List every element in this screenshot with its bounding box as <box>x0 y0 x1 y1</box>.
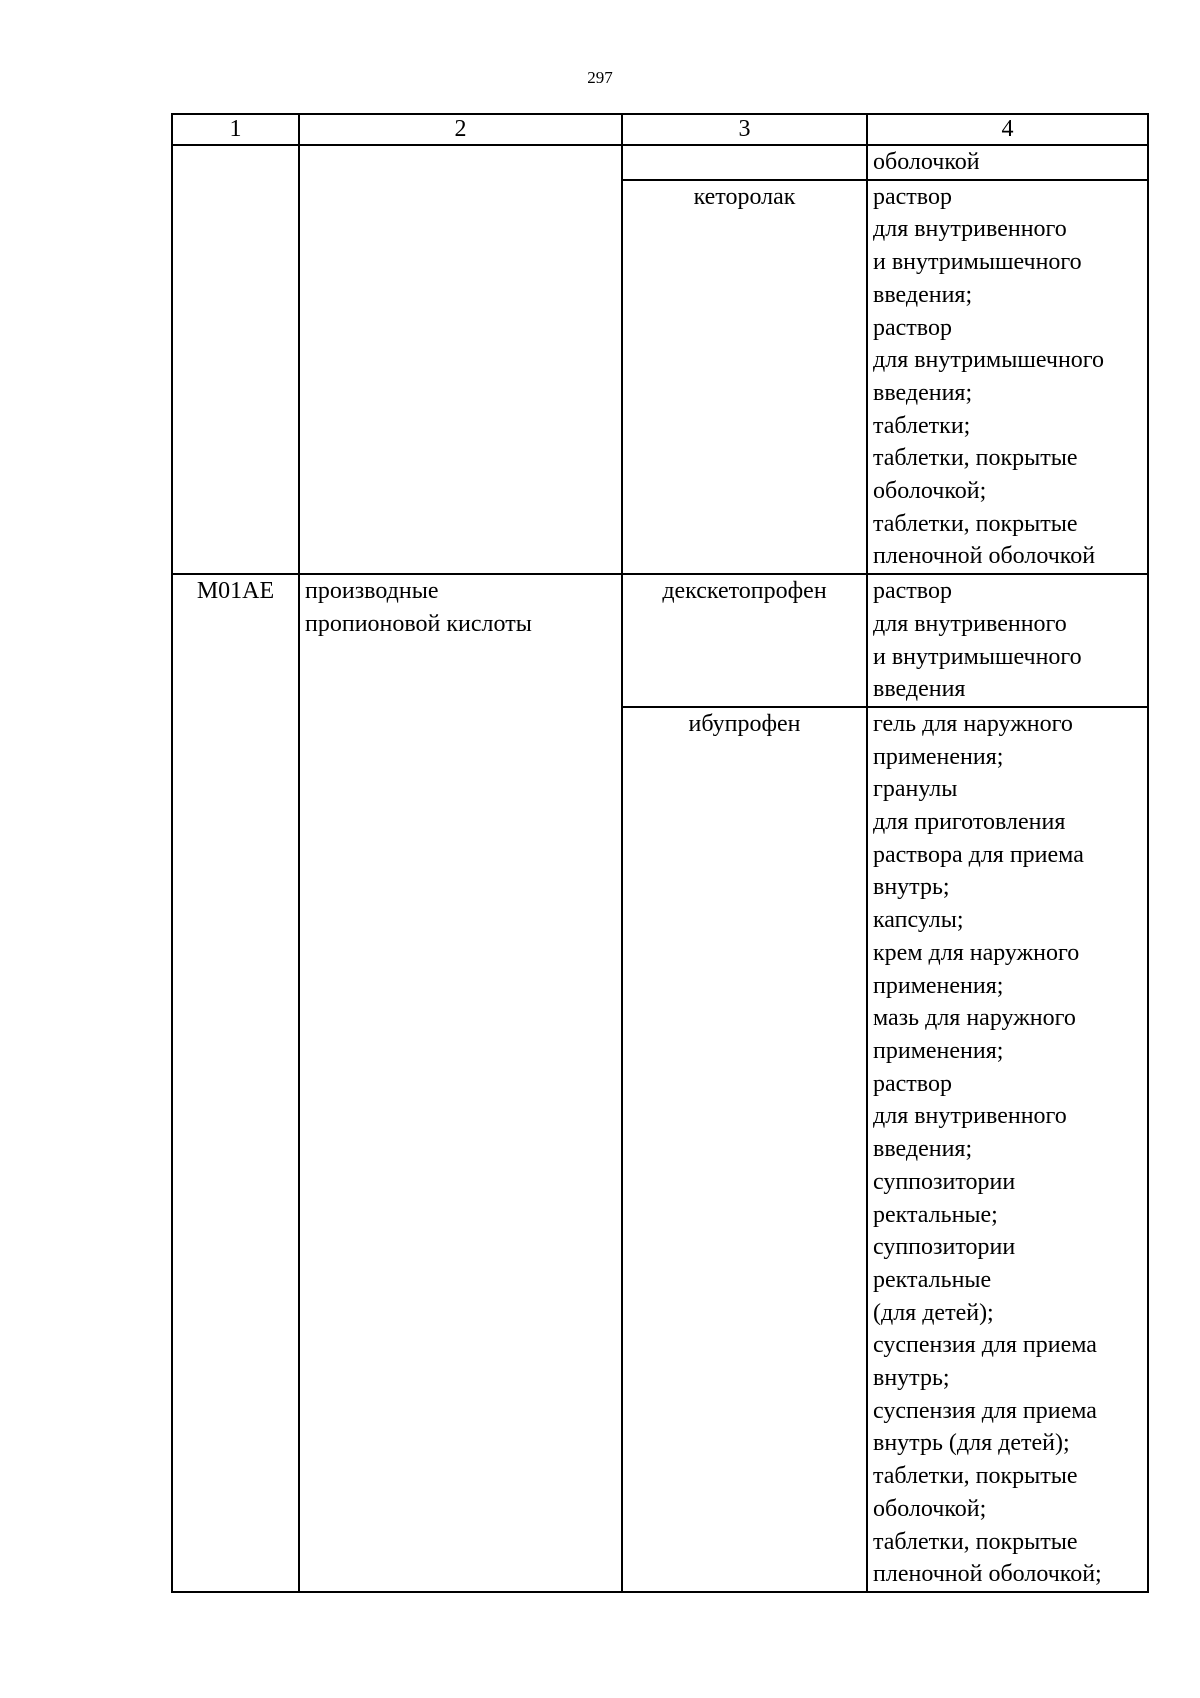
text-line: оболочкой <box>873 149 980 175</box>
page-number: 297 <box>587 68 613 87</box>
group-cell-empty <box>299 145 622 574</box>
text-line: ректальные <box>873 1266 992 1293</box>
table-row <box>172 574 1148 707</box>
text-line: и внутримышечного <box>873 249 1082 276</box>
text-line: оболочкой; <box>873 478 987 505</box>
text-line: раствор <box>873 578 952 605</box>
text-line: ректальные; <box>873 1201 998 1228</box>
drug-name: ибупрофен <box>622 707 867 1592</box>
text-line: суппозитории <box>873 1168 1016 1195</box>
text-line: капсулы; <box>873 907 964 934</box>
atc-code: M01AE <box>172 574 299 1592</box>
text-line: для внутримышечного <box>873 347 1105 374</box>
drug-name: декскетопрофен <box>622 574 867 707</box>
text-line: гель для наружного <box>873 710 1073 737</box>
text-line: введения; <box>873 281 973 308</box>
table-row <box>172 145 1148 180</box>
text-line: для внутривенного <box>873 216 1067 243</box>
forms-cell <box>867 707 1148 1592</box>
text-line: применения; <box>873 972 1004 999</box>
text-line: оболочкой; <box>873 1495 987 1522</box>
header-cell-2: 2 <box>299 114 622 145</box>
text-line: введения; <box>873 379 973 406</box>
text-line: суспензия для приема <box>873 1397 1097 1424</box>
text-line: раствора для приема <box>873 841 1084 868</box>
text-line: для внутривенного <box>873 1103 1067 1130</box>
text-line: таблетки, покрытые <box>873 1463 1078 1490</box>
text-line: раствор <box>873 314 952 341</box>
group-name <box>299 574 622 1592</box>
text-line: суппозитории <box>873 1234 1016 1261</box>
text-line: таблетки, покрытые <box>873 510 1078 537</box>
text-line: для приготовления <box>873 809 1066 836</box>
text-line: суспензия для приема <box>873 1332 1097 1359</box>
forms-cell <box>867 574 1148 707</box>
header-cell-4: 4 <box>867 114 1148 145</box>
text-line: мазь для наружного <box>873 1005 1076 1032</box>
text-line: крем для наружного <box>873 939 1080 966</box>
text-line: пропионовой кислоты <box>305 610 532 637</box>
text-line: таблетки, покрытые <box>873 445 1078 472</box>
header-cell-1: 1 <box>172 114 299 145</box>
text-line: внутрь (для детей); <box>873 1430 1070 1457</box>
code-cell-empty <box>172 145 299 574</box>
text-line: введения; <box>873 1136 973 1163</box>
text-line: пленочной оболочкой; <box>873 1561 1102 1588</box>
text-line: гранулы <box>873 776 958 803</box>
text-line: внутрь; <box>873 1365 950 1392</box>
text-line: применения; <box>873 1037 1004 1064</box>
text-line: применения; <box>873 743 1004 770</box>
text-line: производные <box>305 578 439 605</box>
text-line: пленочной оболочкой <box>873 543 1096 570</box>
text-line: таблетки, покрытые <box>873 1528 1078 1555</box>
text-line: (для детей); <box>873 1299 994 1326</box>
drug-cell-empty <box>622 145 867 180</box>
text-line: для внутривенного <box>873 610 1067 637</box>
table-header-row <box>172 114 1148 145</box>
text-line: введения <box>873 676 966 703</box>
drug-name: кеторолак <box>622 180 867 574</box>
text-line: внутрь; <box>873 874 950 901</box>
text-line: таблетки; <box>873 412 971 439</box>
drug-table <box>171 113 1149 1593</box>
text-line: раствор <box>873 183 952 210</box>
forms-cell <box>867 145 1148 180</box>
text-line: раствор <box>873 1070 952 1097</box>
header-cell-3: 3 <box>622 114 867 145</box>
forms-cell <box>867 180 1148 574</box>
text-line: и внутримышечного <box>873 643 1082 670</box>
